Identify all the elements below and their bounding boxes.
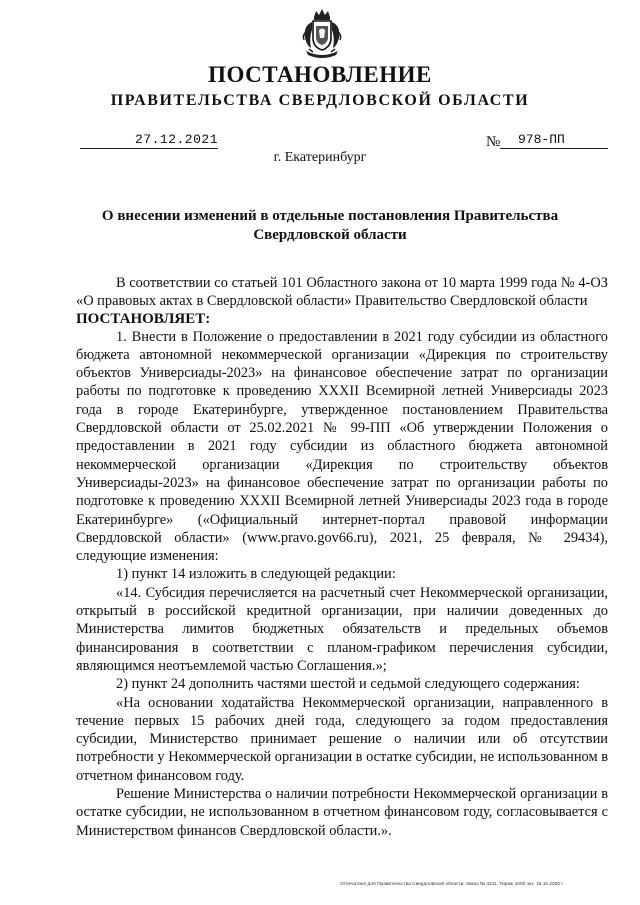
decree-word: ПОСТАНОВЛЯЕТ:	[76, 310, 211, 327]
date-underline	[80, 148, 218, 149]
body-paragraph: 1) пункт 14 изложить в следующей редакции:	[116, 566, 396, 583]
document-body	[76, 274, 608, 840]
preamble-paragraph: В соответствии со статьей 101 Областного закона от 10 марта 1999 года № 4-ОЗ «О правовых актах в Свердловской области» Правительство Свердловской области	[76, 275, 608, 310]
document-type-heading: ПОСТАНОВЛЕНИЕ	[208, 62, 432, 87]
document-date: 27.12.2021	[134, 132, 218, 147]
number-sign: №	[486, 134, 501, 150]
city-label: г. Екатеринбург	[273, 150, 367, 165]
document-title: О внесении изменений в отдельные постановления Правительства Свердловской области	[101, 208, 559, 243]
document-number: 978-ПП	[518, 132, 565, 147]
body-paragraph: 2) пункт 24 дополнить частями шестой и седьмой следующего содержания:	[116, 676, 580, 693]
issuer-heading: ПРАВИТЕЛЬСТВА СВЕРДЛОВСКОЙ ОБЛАСТИ	[110, 92, 530, 109]
body-paragraph: 1. Внести в Положение о предоставлении в 2021 году субсидии из областного бюджета автономной некоммерческой организации «Дирекция по строительству объектов Универсиады-2023» на финансовое обеспечение затрат по организации работы по подготовке к проведению XXXII Всемирной летней Универсиады 2023 года в городе Екатеринбурге, утвержденное постановлением Правительства Свердловской области от 25.02.2021 № 99-ПП «Об утверждении Положения о предоставлении в 2021 году субсидии из областного бюджета автономной некоммерческой организации «Дирекция по строительству объектов Универсиады-2023» на финансовое обеспечение затрат по организации работы по подготовке к проведению XXXII Всемирной летней Универсиады 2023 года в городе Екатеринбурге» («Официальный интернет-портал правовой информации Свердловской области» (www.pravo.gov66.ru), 2021, 25 февраля, № 29434), следующие изменения:	[76, 328, 608, 565]
sverdlovsk-coat-of-arms-icon	[300, 8, 344, 60]
print-imprint: Отпечатано для Правительства Свердловской области. Заказ № 4211. Тираж 1000 экз. 16.10.2020 г.	[340, 882, 564, 887]
body-paragraph: «14. Субсидия перечисляется на расчетный счет Некоммерческой организации, открытый в российской кредитной организации, при наличии доведенных до Министерства лимитов бюджетных обязательств и предельных объемов финансирования в соответствии с планом-графиком перечисления субсидии, являющимся неотъемлемой частью Соглашения.»;	[76, 584, 608, 674]
body-paragraph: «На основании ходатайства Некоммерческой организации, направленного в течение первых 15 рабочих дней года, следующего за годом предоставления субсидии, Министерство принимает решение о наличии или об отсутствии потребности у Некоммерческой организации в остатке субсидии, не использованном в отчетном финансовом году.	[76, 694, 608, 784]
number-underline	[500, 148, 608, 149]
body-paragraph: Решение Министерства о наличии потребности Некоммерческой организации в остатке субсидии, не использованном в отчетном финансовом году, согласовывается с Министерством финансов Свердловской области.».	[76, 786, 608, 839]
